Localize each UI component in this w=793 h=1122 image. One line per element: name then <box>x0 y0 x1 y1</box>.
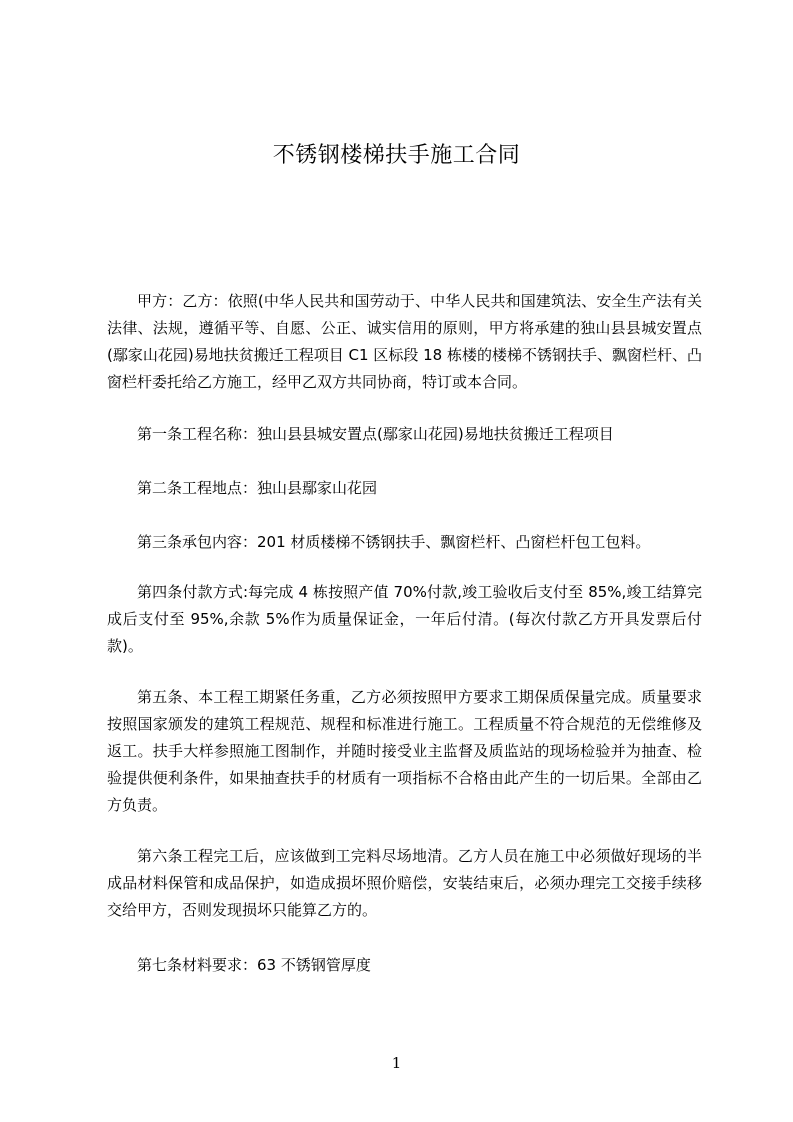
article-1-project-name: 第一条工程名称：独山县县城安置点(鄢家山花园)易地扶贫搬迁工程项目 <box>137 425 614 443</box>
article-6-completion-handover: 第六条工程完工后，应该做到工完料尽场地清。乙方人员在施工中必须做好现场的半成品材料保管和成品保护，如造成损坏照价赔偿，安装结束后，必须办理完工交接手续移交给甲方，否则发现损坏只能算乙方的。 <box>107 847 702 919</box>
document-title: 不锈钢楼梯扶手施工合同 <box>272 143 521 168</box>
article-4-payment-terms: 第四条付款方式:每完成 4 栋按照产值 70%付款,竣工验收后支付至 85%,竣工结算完成后支付至 95%,余款 5%作为质量保证金，一年后付清。(每次付款乙方开具发票后付款)。 <box>107 583 702 655</box>
article-3-contract-scope: 第三条承包内容：201 材质楼梯不锈钢扶手、飘窗栏杆、凸窗栏杆包工包料。 <box>137 533 651 551</box>
article-5-schedule-quality: 第五条、本工程工期紧任务重，乙方必须按照甲方要求工期保质保量完成。质量要求按照国家颁发的建筑工程规范、规程和标准进行施工。工程质量不符合规范的无偿维修及返工。扶手大样参照施工图制作，并随时接受业主监督及质监站的现场检验并为抽查、检验提供便利条件，如果抽查扶手的材质有一项指标不合格由此产生的一切后果。全部由乙方负责。 <box>107 688 702 814</box>
preamble-paragraph: 甲方：乙方：依照(中华人民共和国劳动于、中华人民共和国建筑法、安全生产法有关法律、法规，遵循平等、自愿、公正、诚实信用的原则，甲方将承建的独山县县城安置点(鄢家山花园)易地扶贫搬迁工程项目 C1 区标段 18 栋楼的楼梯不锈钢扶手、飘窗栏杆、凸窗栏杆委托给乙方施工，经甲乙双方共同协商，特订或本合同。 <box>107 292 702 391</box>
article-7-material-requirements: 第七条材料要求：63 不锈钢管厚度 <box>137 956 371 974</box>
article-2-project-location: 第二条工程地点：独山县鄢家山花园 <box>137 479 378 497</box>
page-number: 1 <box>391 1054 402 1072</box>
